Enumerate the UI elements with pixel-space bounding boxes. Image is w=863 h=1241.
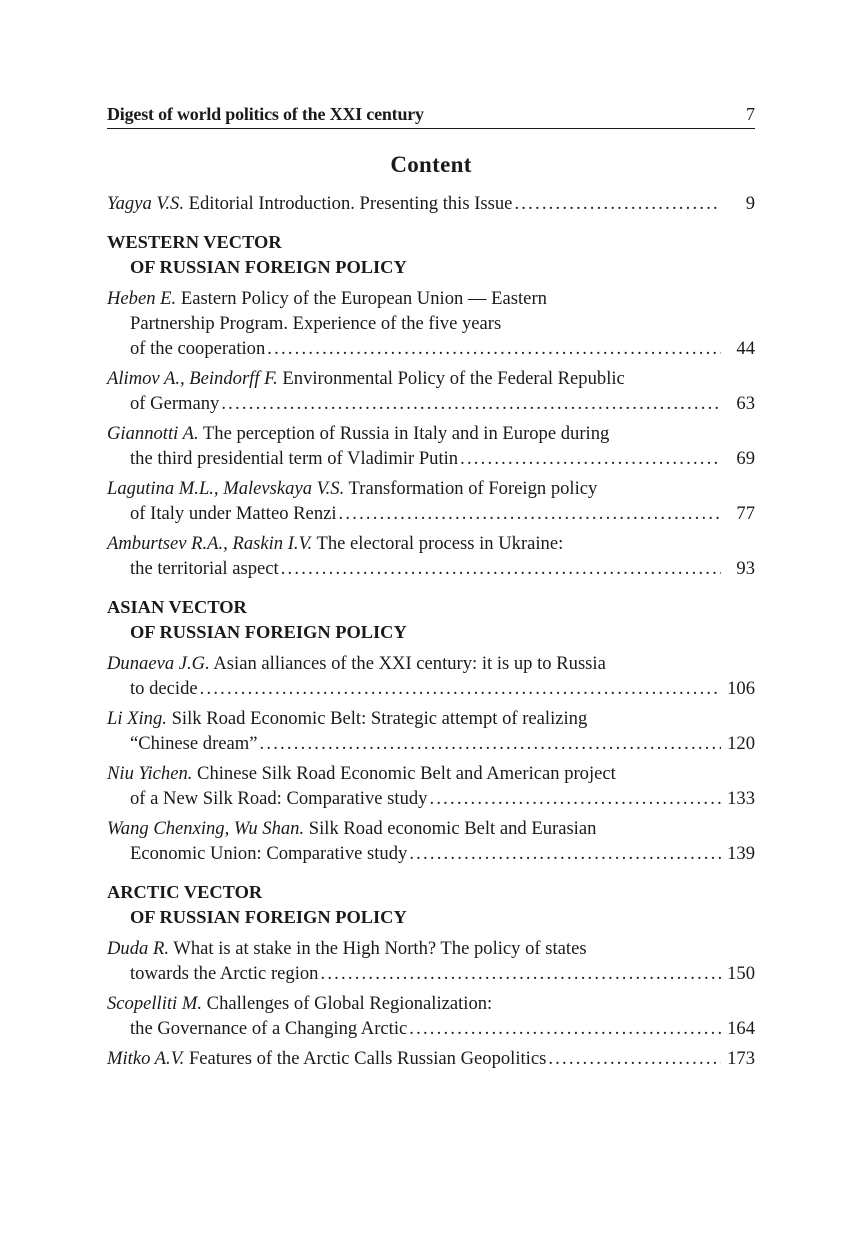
entry-last-line — [107, 391, 755, 416]
running-title: Digest of world politics of the XXI century — [107, 104, 424, 124]
entry-page: 106 — [727, 678, 755, 699]
section-heading — [107, 230, 755, 280]
entry-title-line — [107, 531, 755, 556]
entry-title-line — [107, 311, 755, 336]
entry-title-end: Economic Union: Comparative study — [130, 843, 408, 864]
dot-leader — [460, 446, 721, 471]
section-heading — [107, 595, 755, 645]
toc-entry[interactable] — [107, 476, 755, 526]
entry-title-text: Silk Road economic Belt and Eurasian — [304, 818, 597, 839]
section-heading-line2: OF RUSSIAN FOREIGN POLICY — [130, 257, 407, 277]
entry-author: Mitko A.V. — [107, 1048, 185, 1069]
entry-title-line — [107, 991, 755, 1016]
toc-entry[interactable] — [107, 761, 755, 811]
entry-page: 120 — [727, 733, 755, 754]
entry-last-line — [107, 786, 755, 811]
table-of-contents — [107, 191, 755, 1076]
entry-last-line — [107, 446, 755, 471]
entry-author: Heben E. — [107, 288, 177, 309]
running-header — [107, 104, 755, 129]
dot-leader — [429, 786, 721, 811]
entry-page: 9 — [745, 193, 755, 214]
entry-last-line — [107, 1016, 755, 1041]
entry-title-text: Silk Road Economic Belt: Strategic attempt of realizing — [166, 708, 588, 729]
entry-page: 139 — [727, 843, 755, 864]
entry-last-line — [107, 501, 755, 526]
entry-title-end: of Italy under Matteo Renzi — [130, 503, 337, 524]
entry-last-line — [107, 731, 755, 756]
dot-leader — [281, 556, 721, 581]
entry-title-text: What is at stake in the High North? The policy of states — [168, 938, 587, 959]
dot-leader — [409, 841, 721, 866]
entry-author: Yagya V.S. — [107, 193, 184, 214]
entry-page: 69 — [736, 448, 755, 469]
toc-entry[interactable] — [107, 816, 755, 866]
toc-entry-intro[interactable] — [107, 191, 755, 216]
toc-entry[interactable] — [107, 936, 755, 986]
toc-entry[interactable] — [107, 531, 755, 581]
entry-page: 44 — [736, 338, 755, 359]
section-heading-line2: OF RUSSIAN FOREIGN POLICY — [130, 907, 407, 927]
toc-entry[interactable] — [107, 651, 755, 701]
toc-entry[interactable] — [107, 366, 755, 416]
entry-title-line — [107, 651, 755, 676]
entry-author: Alimov A., Beindorff F. — [107, 368, 278, 389]
dot-leader — [260, 731, 721, 756]
entry-title-end: “Chinese dream” — [130, 733, 258, 754]
entry-title-text: Challenges of Global Regionalization: — [202, 993, 493, 1014]
entry-title-end: to decide — [130, 678, 198, 699]
entry-last-line — [107, 961, 755, 986]
entry-title-line — [107, 706, 755, 731]
entry-author: Giannotti A. — [107, 423, 199, 444]
entry-title-line — [107, 761, 755, 786]
entry-title-end: of a New Silk Road: Comparative study — [130, 788, 428, 809]
entry-title-text: Transformation of Foreign policy — [344, 478, 598, 499]
entry-title-text: Chinese Silk Road Economic Belt and American project — [192, 763, 616, 784]
entry-page: 93 — [736, 558, 755, 579]
entry-title-end: towards the Arctic region — [130, 963, 319, 984]
page-number: 7 — [746, 104, 755, 124]
entry-title-text: Environmental Policy of the Federal Republic — [277, 368, 625, 389]
entry-page: 173 — [727, 1048, 755, 1069]
entry-title-text: Partnership Program. Experience of the five years — [130, 313, 502, 334]
entry-title: Features of the Arctic Calls Russian Geopolitics — [184, 1048, 547, 1069]
entry-last-line — [107, 556, 755, 581]
contents-heading: Content — [390, 152, 472, 177]
entry-title-line — [107, 286, 755, 311]
entry-title-text: The electoral process in Ukraine: — [312, 533, 564, 554]
toc-entry-final[interactable] — [107, 1046, 755, 1071]
dot-leader — [514, 191, 721, 216]
toc-entry[interactable] — [107, 421, 755, 471]
entry-title: Editorial Introduction. Presenting this Issue — [183, 193, 513, 214]
entry-title-end: of the cooperation — [130, 338, 266, 359]
entry-title-line — [107, 476, 755, 501]
entry-title-text: The perception of Russia in Italy and in Europe during — [198, 423, 610, 444]
entry-page: 63 — [736, 393, 755, 414]
section-heading-line1: WESTERN VECTOR — [107, 232, 282, 252]
entry-title-line — [107, 366, 755, 391]
entry-page: 150 — [727, 963, 755, 984]
entry-author: Niu Yichen. — [107, 763, 193, 784]
entry-author: Duda R. — [107, 938, 169, 959]
entry-author: Lagutina M.L., Malevskaya V.S. — [107, 478, 345, 499]
entry-title-text: Eastern Policy of the European Union — Eastern — [176, 288, 547, 309]
entry-title-end: the Governance of a Changing Arctic — [130, 1018, 408, 1039]
entry-author: Dunaeva J.G. — [107, 653, 210, 674]
entry-author: Scopelliti M. — [107, 993, 203, 1014]
entry-page: 133 — [727, 788, 755, 809]
dot-leader — [320, 961, 721, 986]
toc-entry[interactable] — [107, 991, 755, 1041]
entry-page: 164 — [727, 1018, 755, 1039]
dot-leader — [221, 391, 721, 416]
dot-leader — [339, 501, 721, 526]
entry-last-line — [107, 841, 755, 866]
section-heading-line2: OF RUSSIAN FOREIGN POLICY — [130, 622, 407, 642]
entry-last-line — [107, 676, 755, 701]
dot-leader — [200, 676, 721, 701]
entry-title-end: of Germany — [130, 393, 220, 414]
toc-entry[interactable] — [107, 706, 755, 756]
toc-entry[interactable] — [107, 286, 755, 361]
section-heading-line1: ASIAN VECTOR — [107, 597, 247, 617]
dot-leader — [267, 336, 721, 361]
entry-title-end: the third presidential term of Vladimir Putin — [130, 448, 459, 469]
entry-last-line — [107, 336, 755, 361]
entry-title-line — [107, 936, 755, 961]
entry-page: 77 — [736, 503, 755, 524]
entry-author: Wang Chenxing, Wu Shan. — [107, 818, 305, 839]
section-heading — [107, 880, 755, 930]
entry-title-text: Asian alliances of the XXI century: it is up to Russia — [209, 653, 606, 674]
entry-title-line — [107, 816, 755, 841]
entry-title-end: the territorial aspect — [130, 558, 279, 579]
dot-leader — [548, 1046, 721, 1071]
section-heading-line1: ARCTIC VECTOR — [107, 882, 263, 902]
entry-author: Amburtsev R.A., Raskin I.V. — [107, 533, 313, 554]
entry-author: Li Xing. — [107, 708, 167, 729]
sections — [107, 230, 755, 1041]
entry-title-line — [107, 421, 755, 446]
dot-leader — [409, 1016, 721, 1041]
